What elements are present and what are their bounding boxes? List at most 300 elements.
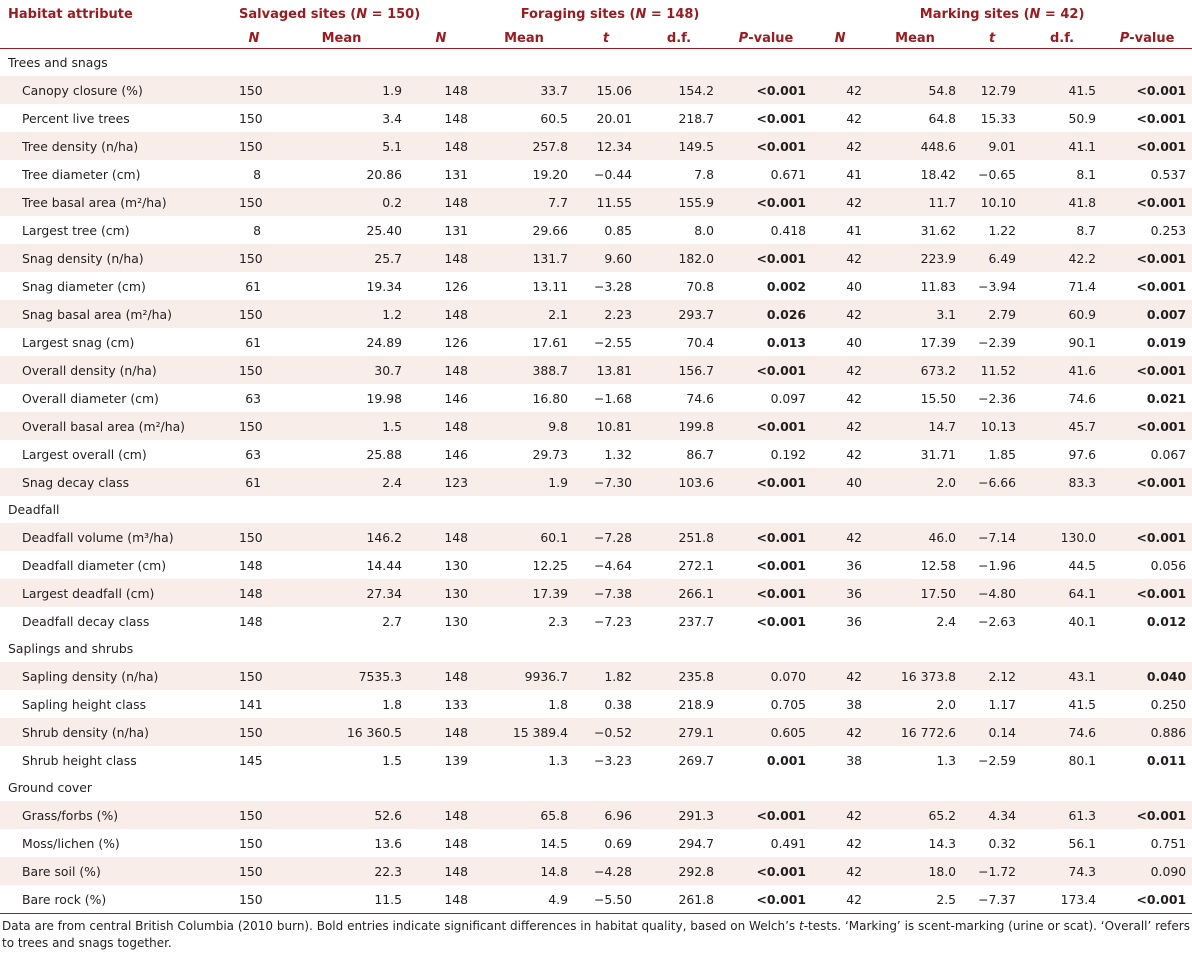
table-cell: <0.001	[756, 613, 807, 629]
table-cell: 64.8	[928, 110, 957, 126]
group-row	[0, 774, 1192, 801]
table-cell: 0.38	[604, 696, 632, 712]
table-cell: <0.001	[720, 885, 812, 914]
table-cell: −3.94	[978, 278, 1017, 294]
table-cell: −7.38	[574, 579, 638, 607]
table-cell: 70.4	[686, 334, 714, 350]
table-cell: 148	[444, 835, 468, 851]
marking-t-header: t	[962, 28, 1022, 49]
table-cell: −3.23	[594, 752, 632, 768]
table-cell: 29.66	[532, 222, 568, 238]
table-cell: −7.23	[594, 613, 632, 629]
table-cell: 0.097	[770, 390, 807, 406]
table-cell: 52.6	[275, 801, 408, 829]
row-label: Bare rock (%)	[0, 885, 233, 914]
table-cell: 139	[444, 752, 468, 768]
table-cell: 0.14	[962, 718, 1022, 746]
table-cell: 0.886	[1102, 718, 1192, 746]
table-cell: 148	[408, 718, 474, 746]
table-cell: 45.7	[1022, 412, 1102, 440]
table-row	[0, 328, 1192, 356]
table-cell: 44.5	[1068, 557, 1097, 573]
table-cell: 41.5	[1022, 76, 1102, 104]
table-cell: 4.34	[962, 801, 1022, 829]
table-cell: 3.1	[868, 300, 962, 328]
table-cell: 17.39	[474, 579, 574, 607]
table-cell: 7535.3	[275, 662, 408, 690]
table-cell: 16 360.5	[275, 718, 408, 746]
table-cell: 42	[846, 390, 863, 406]
table-cell: 0.011	[1146, 752, 1187, 768]
table-cell: 148	[239, 613, 263, 629]
table-cell: 0.040	[1102, 662, 1192, 690]
table-cell: 388.7	[474, 356, 574, 384]
table-cell: 8	[253, 166, 261, 182]
group-label: Deadfall	[8, 502, 60, 517]
table-cell: 12.79	[962, 76, 1022, 104]
table-cell: 131.7	[474, 244, 574, 272]
table-row	[0, 188, 1192, 216]
table-row	[0, 76, 1192, 104]
table-cell: 25.40	[366, 222, 402, 238]
table-cell: 0.056	[1150, 557, 1187, 573]
table-row	[0, 300, 1192, 328]
table-row	[0, 440, 1192, 468]
table-row	[0, 551, 1192, 579]
table-cell: −2.39	[978, 334, 1017, 350]
table-cell: <0.001	[1102, 468, 1192, 496]
table-cell: 17.39	[920, 334, 957, 350]
table-row	[0, 244, 1192, 272]
table-cell: 6.49	[962, 244, 1022, 272]
table-cell: 71.4	[1068, 278, 1097, 294]
table-cell: 146	[444, 390, 468, 406]
table-cell: <0.001	[720, 801, 812, 829]
table-cell: 40	[846, 278, 863, 294]
table-cell: 42	[846, 446, 863, 462]
table-cell: 182.0	[638, 244, 720, 272]
table-cell: 155.9	[638, 188, 720, 216]
table-cell: 148	[408, 857, 474, 885]
table-cell: 74.6	[686, 390, 714, 406]
table-row	[0, 662, 1192, 690]
table-cell: 2.5	[868, 885, 962, 914]
table-cell: −7.30	[574, 468, 638, 496]
table-cell: 146.2	[275, 523, 408, 551]
table-cell: 1.82	[574, 662, 638, 690]
table-cell: 4.9	[474, 885, 574, 914]
table-cell: −1.96	[978, 557, 1017, 573]
table-cell: −4.64	[594, 557, 632, 573]
table-row	[0, 746, 1192, 774]
table-cell: 40	[846, 334, 863, 350]
table-cell: 0.537	[1150, 166, 1187, 182]
table-cell: 12.58	[920, 557, 957, 573]
table-cell: 150	[233, 76, 275, 104]
table-cell: −1.72	[962, 857, 1022, 885]
table-cell: <0.001	[1102, 76, 1192, 104]
table-cell: 36	[846, 613, 863, 629]
table-cell: 11.7	[868, 188, 962, 216]
table-cell: 148	[408, 412, 474, 440]
table-cell: −0.44	[594, 166, 632, 182]
table-cell: 148	[408, 356, 474, 384]
table-row	[0, 718, 1192, 746]
marking-p-header: P-value	[1102, 28, 1192, 49]
table-cell: 0.32	[988, 835, 1017, 851]
table-cell: 156.7	[638, 356, 720, 384]
foraging-t-header: t	[574, 28, 638, 49]
table-cell: 148	[408, 244, 474, 272]
table-cell: 27.34	[275, 579, 408, 607]
table-cell: 61	[245, 334, 261, 350]
table-cell: 1.2	[275, 300, 408, 328]
table-cell: 64.1	[1022, 579, 1102, 607]
table-row	[0, 801, 1192, 829]
table-cell: 30.7	[275, 356, 408, 384]
marking-df-header: d.f.	[1022, 28, 1102, 49]
table-cell: 2.3	[548, 613, 568, 629]
table-cell: 42	[812, 857, 868, 885]
table-cell: −2.55	[594, 334, 632, 350]
table-cell: 7.7	[474, 188, 574, 216]
table-cell: 294.7	[678, 835, 714, 851]
table-cell: 65.8	[474, 801, 574, 829]
table-cell: 0.2	[275, 188, 408, 216]
table-cell: 8	[253, 222, 261, 238]
table-cell: 0.69	[604, 835, 632, 851]
table-cell: 1.9	[275, 76, 408, 104]
table-cell: 20.01	[596, 110, 632, 126]
table-row	[0, 857, 1192, 885]
foraging-sites-header: Foraging sites (N = 148)	[520, 6, 700, 22]
table-cell: 63	[245, 446, 261, 462]
table-cell: 54.8	[868, 76, 962, 104]
row-label: Deadfall decay class	[22, 613, 150, 629]
table-cell: 42	[812, 523, 868, 551]
table-cell: −7.14	[962, 523, 1022, 551]
table-cell: 33.7	[474, 76, 574, 104]
table-cell: 42	[812, 300, 868, 328]
table-row	[0, 579, 1192, 607]
table-cell: 83.3	[1022, 468, 1102, 496]
table-cell: <0.001	[720, 356, 812, 384]
table-cell: 16 373.8	[868, 662, 962, 690]
table-cell: <0.001	[1102, 523, 1192, 551]
row-label: Largest snag (cm)	[22, 334, 135, 350]
table-cell: 8.7	[1076, 222, 1097, 238]
table-cell: 154.2	[638, 76, 720, 104]
row-label: Snag density (n/ha)	[0, 244, 233, 272]
table-cell: 251.8	[638, 523, 720, 551]
table-cell: 148	[444, 110, 468, 126]
table-cell: <0.001	[1102, 188, 1192, 216]
table-cell: 1.5	[382, 752, 402, 768]
row-label: Grass/forbs (%)	[0, 801, 233, 829]
table-cell: 41.8	[1022, 188, 1102, 216]
table-cell: 8.1	[1076, 166, 1097, 182]
table-cell: 10.81	[574, 412, 638, 440]
table-row	[0, 356, 1192, 384]
table-cell: 36	[846, 557, 863, 573]
table-cell: 141	[239, 696, 263, 712]
table-cell: 145	[239, 752, 263, 768]
table-cell: <0.001	[1136, 278, 1187, 294]
table-cell: 673.2	[868, 356, 962, 384]
table-cell: 0.026	[720, 300, 812, 328]
table-cell: −4.28	[574, 857, 638, 885]
table-cell: 61	[233, 468, 275, 496]
table-cell: 1.3	[936, 752, 957, 768]
table-cell: 148	[408, 76, 474, 104]
table-cell: −2.59	[978, 752, 1017, 768]
table-cell: 42	[812, 244, 868, 272]
table-cell: 150	[233, 662, 275, 690]
table-cell: 173.4	[1022, 885, 1102, 914]
table-cell: 19.34	[366, 278, 402, 294]
table-cell: 0.019	[1146, 334, 1187, 350]
empty-header-cell	[0, 28, 233, 49]
group-label: Ground cover	[8, 780, 92, 795]
table-row	[0, 104, 1192, 132]
table-cell: 123	[408, 468, 474, 496]
table-cell: 11.83	[920, 278, 957, 294]
table-cell: 18.42	[920, 166, 957, 182]
table-cell: 218.9	[678, 696, 714, 712]
table-cell: 126	[444, 278, 468, 294]
table-cell: 9.01	[962, 132, 1022, 160]
salvaged-mean-header: Mean	[275, 28, 408, 49]
row-label: Deadfall volume (m³/ha)	[0, 523, 233, 551]
table-cell: −0.65	[978, 166, 1017, 182]
table-cell: 0.007	[1102, 300, 1192, 328]
table-cell: 15.50	[920, 390, 957, 406]
table-cell: 6.96	[574, 801, 638, 829]
table-cell: 2.0	[936, 696, 957, 712]
table-cell: 25.7	[275, 244, 408, 272]
table-cell: 14.44	[366, 557, 402, 573]
table-cell: 1.3	[548, 752, 568, 768]
table-cell: 15 389.4	[474, 718, 574, 746]
table-cell: 0.002	[766, 278, 807, 294]
row-label: Canopy closure (%)	[0, 76, 233, 104]
row-label: Overall diameter (cm)	[22, 390, 159, 406]
marking-sites-header: Marking sites (N = 42)	[919, 6, 1085, 22]
table-cell: 25.88	[366, 446, 402, 462]
table-cell: <0.001	[756, 110, 807, 126]
table-cell: 1.22	[988, 222, 1017, 238]
table-cell: <0.001	[720, 76, 812, 104]
table-row	[0, 384, 1192, 412]
table-cell: 36	[812, 579, 868, 607]
table-cell: 148	[408, 188, 474, 216]
row-label: Overall basal area (m²/ha)	[0, 412, 233, 440]
table-cell: 31.62	[920, 222, 957, 238]
row-label: Shrub height class	[22, 752, 137, 768]
table-cell: 0.021	[1146, 390, 1187, 406]
row-label: Snag basal area (m²/ha)	[0, 300, 233, 328]
table-cell: 60.9	[1022, 300, 1102, 328]
table-cell: 292.8	[638, 857, 720, 885]
table-cell: 130	[444, 557, 468, 573]
table-cell: 279.1	[638, 718, 720, 746]
table-cell: 38	[846, 696, 863, 712]
table-cell: 8.0	[694, 222, 714, 238]
foraging-df-header: d.f.	[638, 28, 720, 49]
table-cell: 11.5	[275, 885, 408, 914]
table-cell: 293.7	[638, 300, 720, 328]
row-label: Tree density (n/ha)	[0, 132, 233, 160]
table-cell: 2.1	[474, 300, 574, 328]
table-cell: 17.50	[868, 579, 962, 607]
table-cell: 148	[408, 132, 474, 160]
table-cell: 42	[812, 412, 868, 440]
table-cell: 9936.7	[474, 662, 574, 690]
table-cell: 448.6	[868, 132, 962, 160]
table-cell: 0.250	[1150, 696, 1187, 712]
table-cell: 148	[408, 523, 474, 551]
row-label: Moss/lichen (%)	[22, 835, 120, 851]
table-cell: 2.7	[382, 613, 402, 629]
table-cell: <0.001	[756, 557, 807, 573]
table-cell: 24.89	[366, 334, 402, 350]
table-cell: 41.1	[1022, 132, 1102, 160]
table-cell: 40.1	[1068, 613, 1097, 629]
table-cell: 272.1	[678, 557, 714, 573]
table-cell: <0.001	[720, 188, 812, 216]
table-cell: 130	[444, 613, 468, 629]
table-cell: 42	[812, 356, 868, 384]
table-cell: 18.0	[868, 857, 962, 885]
group-label: Trees and snags	[8, 55, 108, 70]
table-cell: 11.52	[962, 356, 1022, 384]
table-cell: <0.001	[720, 412, 812, 440]
table-cell: 7.8	[694, 166, 714, 182]
table-cell: 235.8	[638, 662, 720, 690]
table-cell: <0.001	[1102, 356, 1192, 384]
table-cell: 0.253	[1150, 222, 1187, 238]
table-cell: 1.85	[988, 446, 1017, 462]
row-label: Largest overall (cm)	[22, 446, 147, 462]
table-cell: 70.8	[686, 278, 714, 294]
table-cell: 19.98	[366, 390, 402, 406]
salvaged-sites-header: Salvaged sites (N = 150)	[239, 6, 421, 22]
table-cell: <0.001	[1102, 132, 1192, 160]
row-label: Tree diameter (cm)	[22, 166, 141, 182]
table-cell: −4.80	[962, 579, 1022, 607]
table-cell: <0.001	[1102, 801, 1192, 829]
table-cell: 65.2	[868, 801, 962, 829]
table-cell: −7.28	[574, 523, 638, 551]
table-cell: 199.8	[638, 412, 720, 440]
table-cell: <0.001	[1102, 579, 1192, 607]
table-cell: 10.13	[962, 412, 1022, 440]
table-cell: 13.11	[532, 278, 568, 294]
table-cell: 17.61	[532, 334, 568, 350]
table-cell: 19.20	[532, 166, 568, 182]
table-cell: 131	[444, 222, 468, 238]
table-cell: 0.491	[770, 835, 807, 851]
table-cell: 150	[233, 857, 275, 885]
table-cell: 41.6	[1022, 356, 1102, 384]
table-cell: 2.79	[962, 300, 1022, 328]
table-cell: 0.751	[1150, 835, 1187, 851]
table-cell: 269.7	[678, 752, 714, 768]
table-cell: 42	[812, 132, 868, 160]
row-label: Snag diameter (cm)	[22, 278, 146, 294]
table-cell: 60.1	[474, 523, 574, 551]
table-cell: 15.06	[574, 76, 638, 104]
table-cell: 22.3	[275, 857, 408, 885]
table-cell: 1.5	[275, 412, 408, 440]
table-cell: 130	[408, 579, 474, 607]
table-row	[0, 468, 1192, 496]
group-row	[0, 496, 1192, 523]
group-label: Saplings and shrubs	[8, 641, 134, 656]
table-row	[0, 885, 1192, 914]
table-cell: 42	[846, 835, 863, 851]
table-cell: 2.0	[868, 468, 962, 496]
table-cell: <0.001	[720, 857, 812, 885]
table-cell: 0.192	[770, 446, 807, 462]
row-label: Sapling density (n/ha)	[0, 662, 233, 690]
table-cell: 0.418	[770, 222, 807, 238]
salvaged-n-header: N	[233, 28, 275, 49]
table-cell: 14.3	[928, 835, 957, 851]
table-cell: −6.66	[962, 468, 1022, 496]
row-label: Percent live trees	[22, 110, 130, 126]
table-row	[0, 216, 1192, 244]
table-cell: 218.7	[678, 110, 714, 126]
table-cell: <0.001	[720, 244, 812, 272]
table-cell: 41	[846, 166, 863, 182]
table-cell: 148	[408, 885, 474, 914]
table-cell: 148	[233, 579, 275, 607]
table-cell: 148	[408, 662, 474, 690]
table-cell: 86.7	[686, 446, 714, 462]
table-cell: 0.671	[770, 166, 807, 182]
table-cell: 60.5	[540, 110, 568, 126]
foraging-n-header: N	[408, 28, 474, 49]
table-row	[0, 690, 1192, 718]
table-cell: 0.705	[770, 696, 807, 712]
table-row	[0, 607, 1192, 635]
table-cell: 97.6	[1068, 446, 1097, 462]
table-cell: <0.001	[1136, 110, 1187, 126]
table-cell: 150	[233, 885, 275, 914]
table-cell: 61.3	[1022, 801, 1102, 829]
table-cell: 0.013	[766, 334, 807, 350]
table-cell: 42	[812, 662, 868, 690]
table-cell: −1.68	[594, 390, 632, 406]
table-cell: 150	[233, 801, 275, 829]
table-cell: 74.6	[1022, 718, 1102, 746]
row-label: Largest deadfall (cm)	[0, 579, 233, 607]
group-row	[0, 635, 1192, 662]
table-cell: <0.001	[720, 523, 812, 551]
table-cell: 133	[444, 696, 468, 712]
table-cell: 150	[239, 835, 263, 851]
table-cell: −2.63	[978, 613, 1017, 629]
table-cell: 1.32	[604, 446, 632, 462]
table-cell: 266.1	[638, 579, 720, 607]
table-cell: 126	[444, 334, 468, 350]
table-cell: −7.37	[962, 885, 1022, 914]
table-cell: 5.1	[275, 132, 408, 160]
table-cell: −0.52	[574, 718, 638, 746]
row-label: Snag decay class	[0, 468, 233, 496]
row-label: Largest tree (cm)	[22, 222, 130, 238]
